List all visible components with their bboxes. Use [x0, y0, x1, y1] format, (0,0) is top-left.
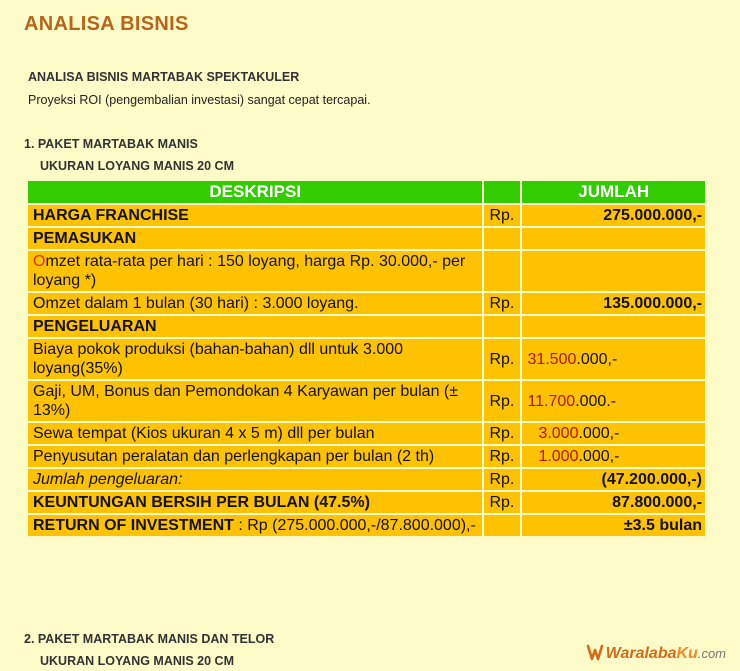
- monthly-omzet-amount: 135.000.000,-: [522, 293, 705, 314]
- analysis-table: [26, 179, 707, 538]
- table-row: [28, 515, 705, 536]
- watermark: [586, 642, 726, 663]
- roi-amount: ±3.5 bulan: [522, 515, 705, 536]
- depreciation-amount-rest: .000,-: [578, 448, 620, 465]
- franchise-price-label: HARGA FRANCHISE: [28, 205, 482, 226]
- watermark-text-1: Waralaba: [605, 645, 677, 662]
- currency-cell: Rp.: [484, 492, 520, 513]
- currency-cell: Rp.: [484, 205, 520, 226]
- section2-heading: 2. PAKET MARTABAK MANIS DAN TELOR: [24, 632, 275, 646]
- business-analysis-subtitle: ANALISA BISNIS MARTABAK SPEKTAKULER: [28, 70, 300, 84]
- intro-text: Proyeksi ROI (pengembalian investasi) sangat cepat tercapai.: [28, 93, 371, 107]
- table-row: [28, 293, 705, 314]
- table-row: [28, 381, 705, 421]
- empty-cell: [484, 316, 520, 337]
- total-expenses-label: Jumlah pengeluaran:: [28, 469, 482, 490]
- table-row: [28, 228, 705, 249]
- currency-cell: Rp.: [484, 446, 520, 467]
- daily-omzet-initial: O: [33, 253, 46, 270]
- description-header: DESKRIPSI: [28, 181, 482, 203]
- section1-heading: 1. PAKET MARTABAK MANIS: [24, 137, 198, 151]
- net-profit-label: KEUNTUNGAN BERSIH PER BULAN (47.5%): [28, 492, 482, 513]
- watermark-text-2: Ku: [676, 645, 698, 662]
- page-title: ANALISA BISNIS: [24, 13, 189, 35]
- table-row: [28, 251, 705, 291]
- salary-amount-rest: .000.-: [575, 392, 617, 410]
- currency-cell: Rp.: [484, 423, 520, 444]
- rent-amount-highlight: 3.000: [538, 425, 579, 442]
- income-heading: PEMASUKAN: [28, 228, 482, 249]
- rent-amount-rest: .000,-: [578, 425, 620, 442]
- expenses-heading: PENGELUARAN: [28, 316, 482, 337]
- rent-label: Sewa tempat (Kios ukuran 4 x 5 m) dll per bulan: [28, 423, 482, 444]
- empty-cell: [522, 251, 705, 291]
- roi-label-bold: RETURN OF INVESTMENT: [33, 517, 234, 534]
- amount-header: JUMLAH: [522, 181, 705, 203]
- currency-cell: Rp.: [484, 381, 520, 421]
- section1-subheading: UKURAN LOYANG MANIS 20 CM: [40, 159, 235, 173]
- production-cost-amount: [522, 339, 705, 379]
- empty-cell: [484, 515, 520, 536]
- salary-amount-highlight: 11.700: [527, 392, 576, 410]
- waralaba-logo-icon: [586, 642, 604, 662]
- roi-label-rest: : Rp (275.000.000,-/87.800.000),-: [233, 517, 476, 534]
- table-row: [28, 492, 705, 513]
- roi-label: [28, 515, 482, 536]
- salary-amount: [522, 381, 705, 421]
- empty-cell: [484, 251, 520, 291]
- empty-cell: [484, 228, 520, 249]
- production-cost-amount-rest: .000,-: [576, 350, 618, 368]
- depreciation-label: Penyusutan peralatan dan perlengkapan per bulan (2 th): [28, 446, 482, 467]
- depreciation-amount: [522, 446, 705, 467]
- table-row: [28, 423, 705, 444]
- depreciation-amount-highlight: 1.000: [538, 448, 579, 465]
- section2-subheading: UKURAN LOYANG MANIS 20 CM: [40, 654, 235, 668]
- table-header-row: [28, 181, 705, 203]
- production-cost-amount-highlight: 31.500: [527, 350, 577, 368]
- table-row: [28, 469, 705, 490]
- empty-cell: [522, 228, 705, 249]
- net-profit-amount: 87.800.000,-: [522, 492, 705, 513]
- daily-omzet-text: mzet rata-rata per hari : 150 loyang, harga Rp. 30.000,- per loyang *): [33, 253, 466, 289]
- table-row: [28, 205, 705, 226]
- monthly-omzet-label: Omzet dalam 1 bulan (30 hari) : 3.000 loyang.: [28, 293, 482, 314]
- currency-cell: Rp.: [484, 293, 520, 314]
- table-row: [28, 316, 705, 337]
- daily-omzet-label: [28, 251, 482, 291]
- currency-cell: Rp.: [484, 469, 520, 490]
- rent-amount: [522, 423, 705, 444]
- watermark-text-3: .com: [697, 646, 726, 661]
- currency-header: [484, 181, 520, 203]
- franchise-price-amount: 275.000.000,-: [522, 205, 705, 226]
- currency-cell: Rp.: [484, 339, 520, 379]
- total-expenses-amount: (47.200.000,-): [522, 469, 705, 490]
- table-row: [28, 339, 705, 379]
- salary-label: Gaji, UM, Bonus dan Pemondokan 4 Karyawan per bulan (± 13%): [28, 381, 482, 421]
- production-cost-label: Biaya pokok produksi (bahan-bahan) dll untuk 3.000 loyang(35%): [28, 339, 482, 379]
- empty-cell: [522, 316, 705, 337]
- table-row: [28, 446, 705, 467]
